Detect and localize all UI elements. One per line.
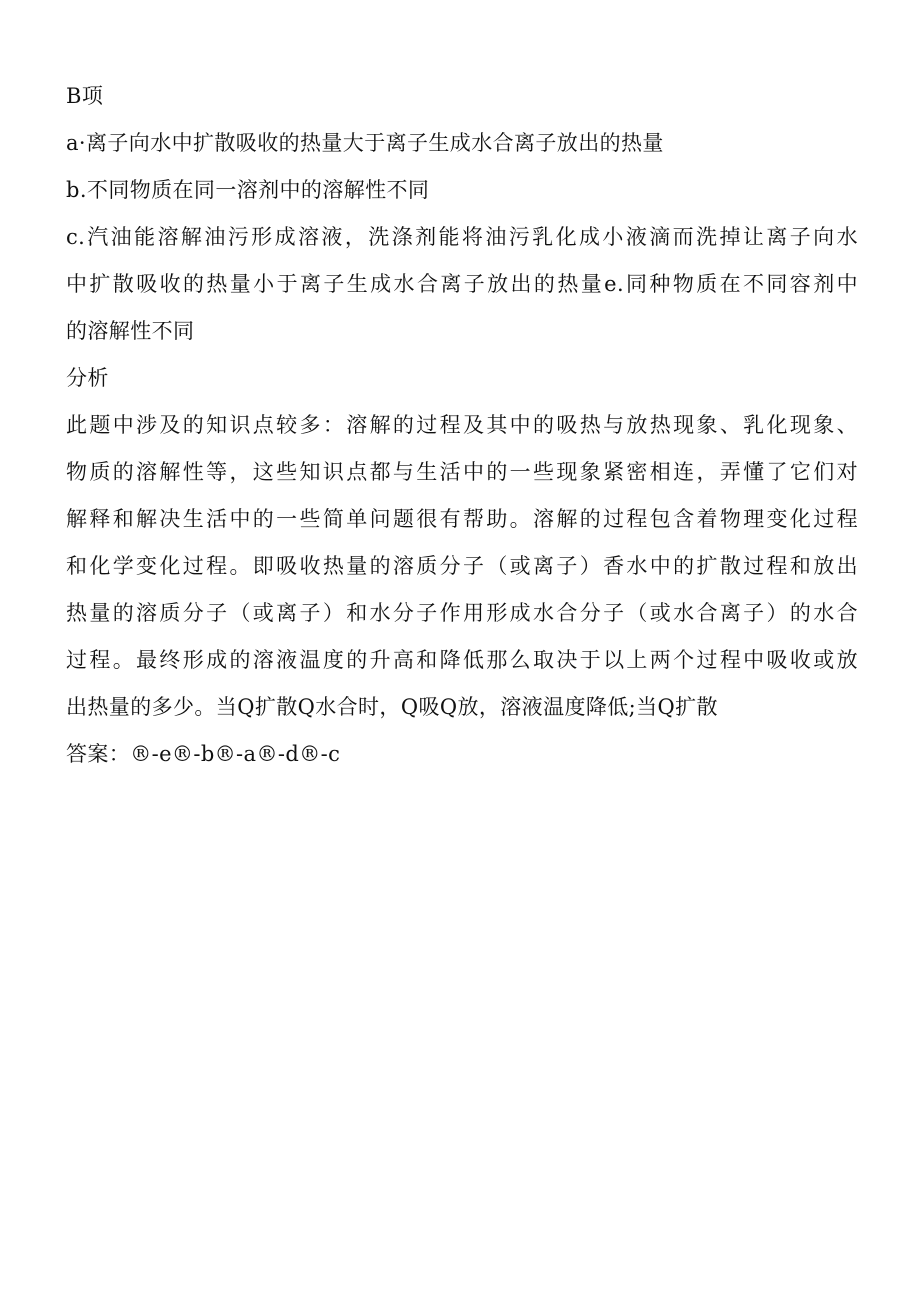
option-c-line-1: c.汽油能溶解油污形成溶液，洗涤剂能将油污乳化成小液滴而洗掉让离子向水 <box>66 225 858 249</box>
option-c-line-2: 中扩散吸收的热量小于离子生成水合离子放出的热量e.同种物质在不同容剂中 <box>66 272 858 296</box>
analysis-line-7: 出热量的多少。当Q扩散Q水合时，Q吸Q放，溶液温度降低;当Q扩散 <box>66 695 718 719</box>
analysis-line-6: 过程。最终形成的溶液温度的升高和降低那么取决于以上两个过程中吸收或放 <box>66 648 858 672</box>
analysis-line-3: 解释和解决生活中的一些简单问题很有帮助。溶解的过程包含着物理变化过程 <box>66 507 858 531</box>
analysis-line-5: 热量的溶质分子（或离子）和水分子作用形成水合分子（或水合离子）的水合 <box>66 601 858 625</box>
option-b: b.不同物质在同一溶剂中的溶解性不同 <box>66 178 430 202</box>
document-body <box>66 73 858 778</box>
answer-line: 答案：®-e®-b®-a®-d®-c <box>66 742 341 766</box>
option-c-line-3: 的溶解性不同 <box>66 319 195 343</box>
analysis-heading: 分析 <box>66 366 109 390</box>
analysis-line-2: 物质的溶解性等，这些知识点都与生活中的一些现象紧密相连，弄懂了它们对 <box>66 460 858 484</box>
option-a: a·离子向水中扩散吸收的热量大于离子生成水合离子放出的热量 <box>66 131 664 155</box>
analysis-line-4: 和化学变化过程。即吸收热量的溶质分子（或离子）香水中的扩散过程和放出 <box>66 554 858 578</box>
option-heading: B项 <box>66 84 104 108</box>
analysis-line-1: 此题中涉及的知识点较多：溶解的过程及其中的吸热与放热现象、乳化现象、 <box>66 413 858 437</box>
